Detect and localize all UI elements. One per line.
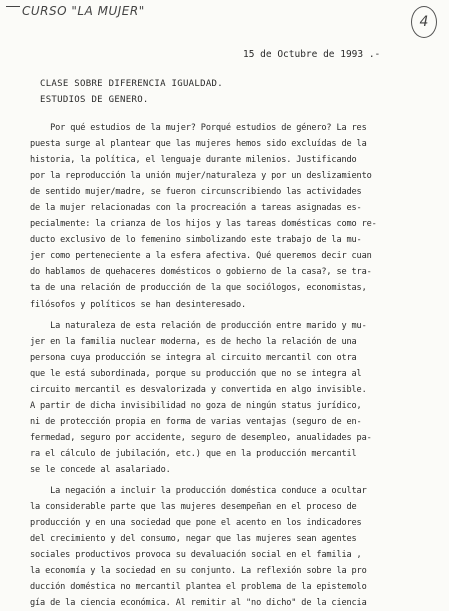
- text-line: gía de la ciencia económica. Al remitir al "no dicho" de la ciencia: [30, 598, 367, 609]
- text-line: de la mujer relacionadas con la procreación a tareas asignadas es-: [30, 203, 362, 214]
- text-line: que le está subordinada, porque su producción que no se integra al: [30, 368, 362, 379]
- section-title: ESTUDIOS DE GENERO.: [40, 95, 149, 105]
- text-line: pecialmente: la crianza de los hijos y las tareas domésticas como re-: [30, 219, 377, 230]
- text-line: de sentido mujer/madre, se fueron circunscribiendo las actividades: [30, 187, 362, 198]
- text-line: por la reproducción la unión mujer/naturaleza y por un deslizamiento: [30, 171, 372, 182]
- class-title: CLASE SOBRE DIFERENCIA IGUALDAD.: [40, 79, 223, 89]
- document-date: 15 de Octubre de 1993 .-: [243, 49, 381, 60]
- paragraph-2: [30, 318, 442, 478]
- text-line: producción y en una sociedad que pone el acento en los indicadores: [30, 518, 362, 529]
- text-line: jer en la familia nuclear moderna, es de hecho la relación de una: [30, 336, 357, 347]
- text-line: circuito mercantil es desvalorizada y convertida en algo invisible.: [30, 384, 367, 395]
- text-line: fermedad, seguro por accidente, seguro de desempleo, anualidades pa-: [30, 432, 372, 443]
- paragraph-3: [30, 483, 442, 611]
- text-line: la considerable parte que las mujeres desempeñan en el proceso de: [30, 502, 357, 513]
- text-line: A partir de dicha invisibilidad no goza de ningún status jurídico,: [30, 400, 362, 411]
- handwritten-course-note: [6, 4, 145, 18]
- circled-page-number: 4: [411, 6, 437, 38]
- text-line: puesta surge al plantear que las mujeres hemos sido excluídas de la: [30, 139, 367, 150]
- paragraph-1: [30, 120, 442, 313]
- text-line: se le concede al asalariado.: [30, 464, 171, 475]
- text-line: historia, la política, el lenguaje durante milenios. Justificando: [30, 155, 357, 166]
- text-line: filósofos y políticos se han desinteresado.: [30, 299, 247, 310]
- text-line: ducto exclusivo de lo femenino simbolizando este trabajo de la mu-: [30, 235, 362, 246]
- text-line: persona cuya producción se integra al circuito mercantil con otra: [30, 352, 357, 363]
- text-line: jer como perteneciente a la esfera afectiva. Qué queremos decir cuan: [30, 251, 372, 262]
- text-line: sociales productivos provoca su devaluación social en el familia ,: [30, 550, 362, 561]
- text-line: ta de una relación de producción de la que sociólogos, economistas,: [30, 283, 367, 294]
- text-line: do hablamos de quehaceres domésticos o gobierno de la casa?, se tra-: [30, 267, 372, 278]
- handwritten-dash: [6, 6, 20, 7]
- text-line: ducción doméstica no mercantil plantea el problema de la epistemolo: [30, 582, 367, 593]
- text-line: La naturaleza de esta relación de producción entre marido y mu-: [30, 320, 367, 331]
- text-line: del crecimiento y del consumo, negar que las mujeres sean agentes: [30, 534, 357, 545]
- text-line: Por qué estudios de la mujer? Porqué estudios de género? La res: [30, 123, 367, 133]
- body-text: [30, 120, 442, 611]
- text-line: la economía y la sociedad en su conjunto. La reflexión sobre la pro: [30, 566, 367, 577]
- text-line: ni de protección propia en forma de varias ventajas (seguro de en-: [30, 416, 362, 427]
- text-line: ra el cálculo de jubilación, etc.) que en la producción mercantil: [30, 448, 357, 459]
- handwritten-note-text: CURSO "LA MUJER": [22, 4, 145, 18]
- text-line: La negación a incluir la producción doméstica conduce a ocultar: [30, 486, 367, 497]
